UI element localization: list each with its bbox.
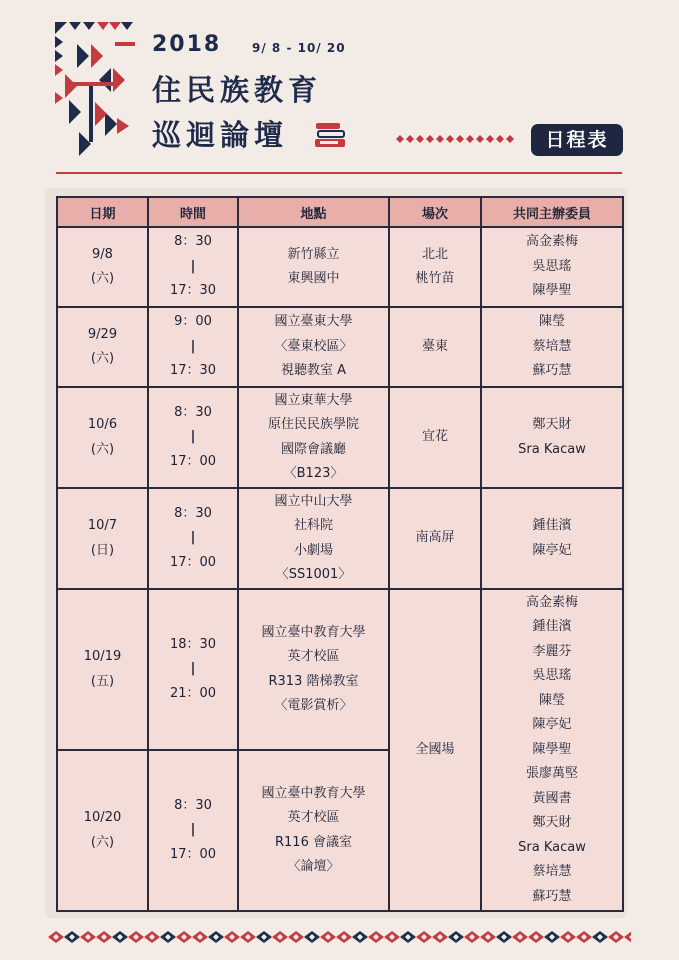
venue-cell: 國立東華大學 原住民民族學院 國際會議廳 〈B123〉 [238,387,389,488]
session-cell: 宜花 [389,387,481,488]
decorative-border [48,931,631,943]
header-hosts: 共同主辦委員 [481,197,623,227]
table-row [57,307,623,387]
table-row [57,589,623,750]
venue-cell: 國立臺東大學 〈臺東校區〉 視聽教室 A [238,307,389,387]
title-line-2: 巡迴論壇 [152,118,289,152]
time-cell: 8：30 | 17：30 [148,227,238,307]
table-row [57,227,623,307]
date-cell: 9/8 (六) [57,227,148,307]
header-dates: 9/ 8 - 10/ 20 [252,41,346,55]
time-cell: 8：30 | 17：00 [148,387,238,488]
date-cell: 10/6 (六) [57,387,148,488]
session-cell-national: 全國場 [389,589,481,911]
hosts-cell: 高金素梅 吳思瑤 陳學聖 [481,227,623,307]
venue-cell: 國立臺中教育大學 英才校區 R116 會議室 〈論壇〉 [238,750,389,911]
date-cell: 10/19 (五) [57,589,148,750]
table-row [57,387,623,488]
venue-cell: 國立臺中教育大學 英才校區 R313 階梯教室 〈電影賞析〉 [238,589,389,750]
table-row [57,488,623,589]
schedule-badge: 日程表 [531,124,623,156]
hosts-cell: 陳瑩 蔡培慧 蘇巧慧 [481,307,623,387]
books-icon [314,121,348,151]
date-cell: 10/20 (六) [57,750,148,911]
time-cell: 9：00 | 17：30 [148,307,238,387]
schedule-table [56,196,624,912]
header-date: 日期 [57,197,148,227]
header-venue: 地點 [238,197,389,227]
header-session: 場次 [389,197,481,227]
diamond-divider [396,133,516,145]
header-year: 2018 [152,32,222,57]
time-cell: 8：30 | 17：00 [148,750,238,911]
hosts-cell: 鍾佳濱 陳亭妃 [481,488,623,589]
venue-cell: 新竹縣立 東興國中 [238,227,389,307]
time-cell: 8：30 | 17：00 [148,488,238,589]
session-cell: 臺東 [389,307,481,387]
date-cell: 10/7 (日) [57,488,148,589]
forum-logo [55,22,135,162]
header-time: 時間 [148,197,238,227]
schedule-table-container [45,188,627,918]
title-line-1: 住民族教育 [152,73,323,107]
table-header-row [57,197,623,227]
hosts-cell-national: 高金素梅 鍾佳濱 李麗芬 吳思瑤 陳瑩 陳亭妃 陳學聖 張廖萬堅 黃國書 鄭天財 Sra Kacaw 蔡培慧 蘇巧慧 [481,589,623,911]
hosts-cell: 鄭天財 Sra Kacaw [481,387,623,488]
date-cell: 9/29 (六) [57,307,148,387]
header-divider [56,172,622,174]
session-cell: 北北 桃竹苗 [389,227,481,307]
time-cell: 18：30 | 21：00 [148,589,238,750]
session-cell: 南高屏 [389,488,481,589]
venue-cell: 國立中山大學 社科院 小劇場 〈SS1001〉 [238,488,389,589]
